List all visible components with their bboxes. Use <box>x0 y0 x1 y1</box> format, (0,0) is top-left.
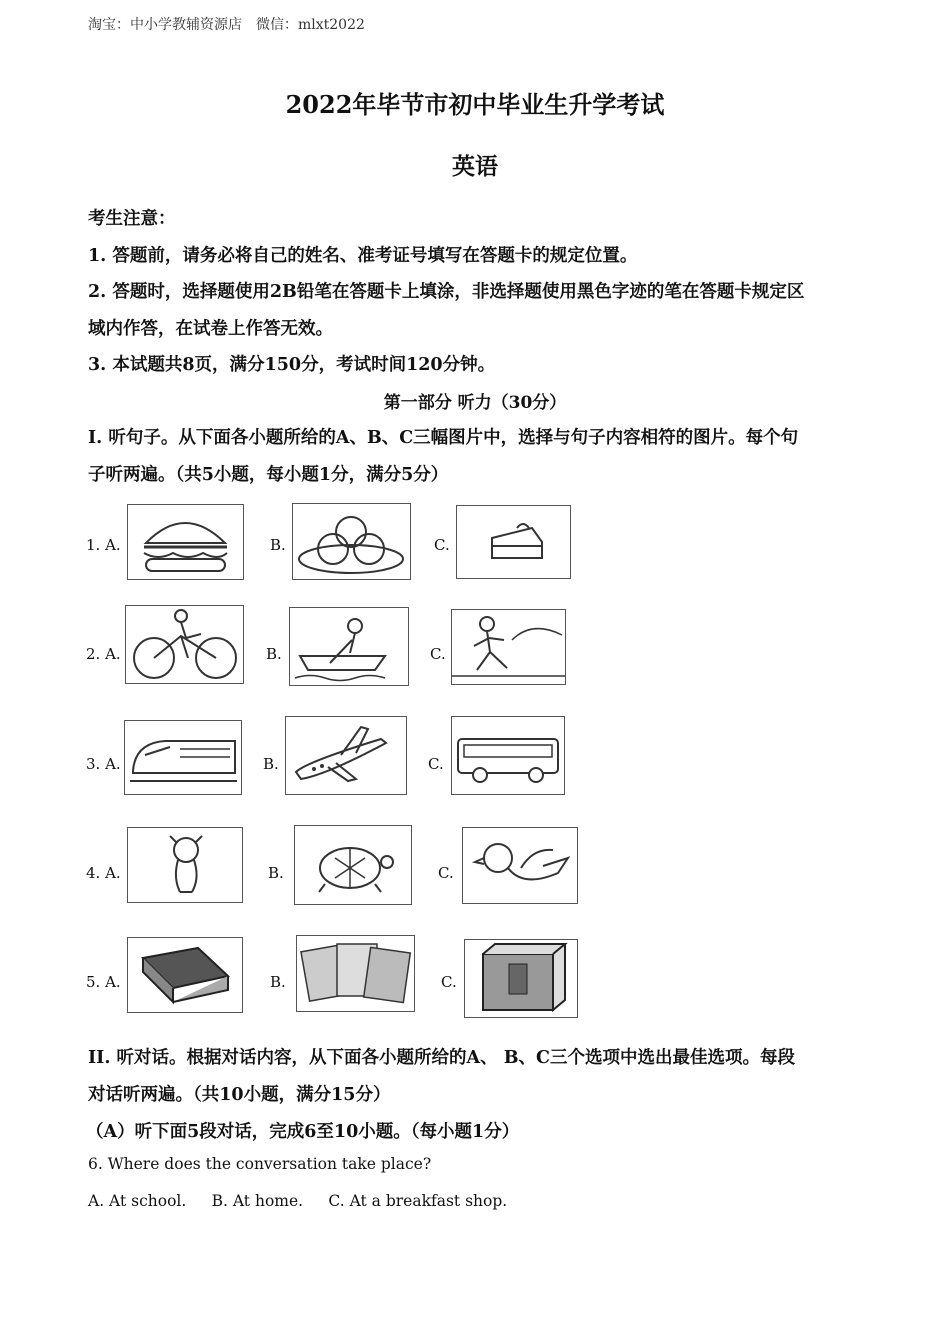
option-label: C. <box>430 645 446 663</box>
option-label: B. <box>263 755 279 773</box>
question-6-options: A. At school. B. At home. C. At a breakfast shop. <box>88 1192 508 1210</box>
buns-icon <box>292 503 411 580</box>
subsection-instruction: （A）听下面5段对话，完成6至10小题。（每小题1分） <box>86 1122 520 1142</box>
notice-item: 域内作答，在试卷上作答无效。 <box>88 319 333 339</box>
cake-icon <box>456 505 571 579</box>
cycling-icon <box>125 605 244 684</box>
train-icon <box>124 720 242 795</box>
option-label: B. <box>270 536 286 554</box>
hamburger-icon <box>127 504 244 580</box>
option-label: C. <box>441 973 457 991</box>
option-label: 2. A. <box>86 645 121 663</box>
option-label: 3. A. <box>86 755 121 773</box>
option-label: 5. A. <box>86 973 121 991</box>
notice-heading: 考生注意： <box>88 209 176 229</box>
option-label: C. <box>438 864 454 882</box>
bird-icon <box>462 827 578 904</box>
question-6: 6. Where does the conversation take place? <box>88 1155 432 1173</box>
option-label: C. <box>428 755 444 773</box>
dictionary-icon <box>464 939 578 1018</box>
option-label: B. <box>268 864 284 882</box>
rowing-icon <box>289 607 409 686</box>
option-label: 1. A. <box>86 536 121 554</box>
option-label: B. <box>270 973 286 991</box>
airplane-icon <box>285 716 407 795</box>
option-label: C. <box>434 536 450 554</box>
turtle-icon <box>294 825 412 905</box>
book-icon <box>127 937 243 1013</box>
subject-title: 英语 <box>452 153 498 180</box>
section-instruction: 子听两遍。（共5小题，每小题1分，满分5分） <box>88 465 449 485</box>
section-instruction: 对话听两遍。（共10小题，满分15分） <box>88 1085 391 1105</box>
magazines-icon <box>296 935 415 1012</box>
section-instruction: II. 听对话。根据对话内容，从下面各小题所给的A、 B、C三个选项中选出最佳选项。每段 <box>88 1048 795 1068</box>
option-label: 4. A. <box>86 864 121 882</box>
bus-icon <box>451 716 565 795</box>
option-label: B. <box>266 645 282 663</box>
part-title: 第一部分 听力（30分） <box>383 393 567 413</box>
exam-title: 2022年毕节市初中毕业生升学考试 <box>285 90 665 119</box>
notice-item: 2. 答题时，选择题使用2B铅笔在答题卡上填涂，非选择题使用黑色字迹的笔在答题卡规定区 <box>88 282 805 302</box>
notice-item: 1. 答题前，请务必将自己的姓名、准考证号填写在答题卡的规定位置。 <box>88 246 638 266</box>
section-instruction: I. 听句子。从下面各小题所给的A、B、C三幅图片中，选择与句子内容相符的图片。每个句 <box>88 428 799 448</box>
notice-item: 3. 本试题共8页，满分150分，考试时间120分钟。 <box>88 355 496 375</box>
dog-icon <box>127 827 243 903</box>
running-icon <box>451 609 566 685</box>
page-header: 淘宝：中小学教辅资源店 微信：mlxt2022 <box>88 17 365 33</box>
